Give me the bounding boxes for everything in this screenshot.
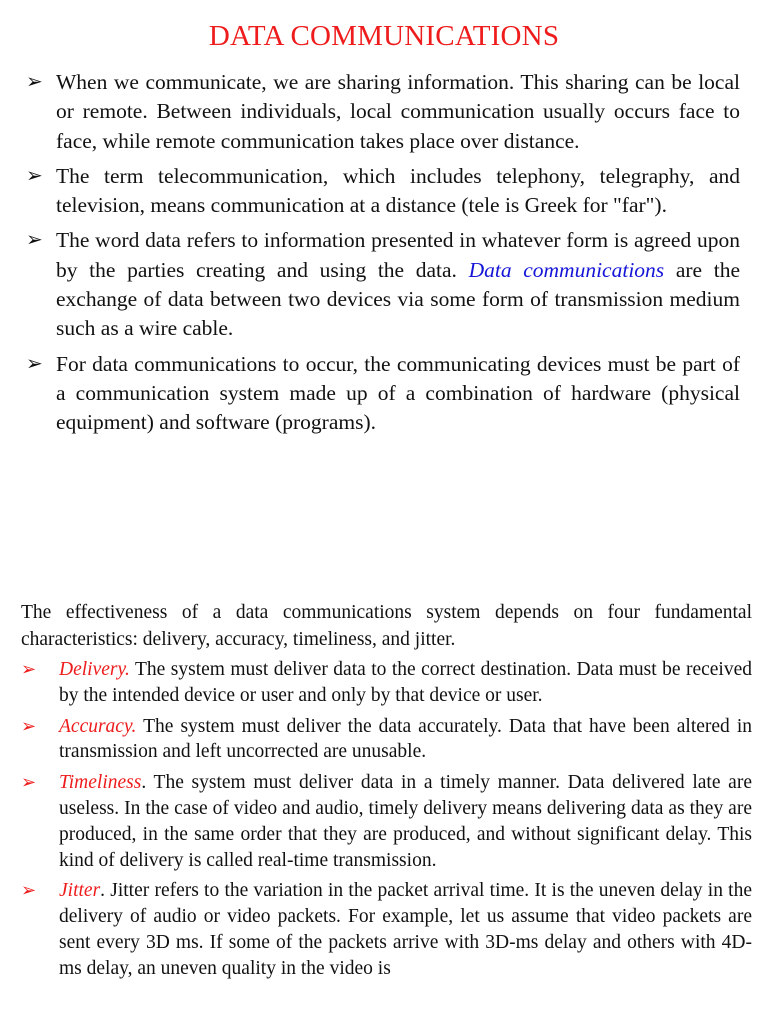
arrowhead-bullet-icon: ➢ bbox=[26, 352, 43, 375]
bullet-item bbox=[24, 350, 740, 438]
bullet-text: For data communications to occur, the communicating devices must be part of a communication system made up of a combination of hardware (physical equipment) and software (programs). bbox=[56, 351, 740, 435]
arrowhead-bullet-icon: ➢ bbox=[21, 715, 37, 736]
arrowhead-bullet-icon: ➢ bbox=[26, 71, 43, 93]
arrowhead-bullet-icon: ➢ bbox=[21, 880, 37, 901]
bullet-item bbox=[24, 162, 740, 221]
arrowhead-bullet-icon: ➢ bbox=[26, 229, 43, 252]
emphasized-term: Data communications bbox=[468, 257, 665, 282]
arrowhead-bullet-icon: ➢ bbox=[26, 164, 43, 187]
bullet-text: When we communicate, we are sharing information. This sharing can be local or remote. Between individuals, local communication usually occurs face to face, while remote communication takes place over distance. bbox=[56, 70, 740, 153]
characteristic-item bbox=[21, 770, 752, 873]
bullet-text: The term telecommunication, which includes telephony, telegraphy, and television, means communication at a distance (tele is Greek for "far"). bbox=[56, 163, 740, 218]
intro-paragraph: The effectiveness of a data communications system depends on four fundamental characteristics: delivery, accuracy, timeliness, and jitter. bbox=[21, 602, 752, 650]
bullet-list bbox=[24, 68, 740, 444]
characteristic-item bbox=[21, 657, 752, 709]
characteristic-term: Jitter bbox=[59, 880, 101, 902]
bullet-text-part: The word data refers to information presented in whatever form is agreed upon by the parties creating and using the data. bbox=[56, 228, 740, 282]
characteristic-term: Delivery. bbox=[59, 659, 130, 680]
page-title: DATA COMMUNICATIONS bbox=[208, 20, 560, 52]
characteristic-item bbox=[21, 878, 752, 981]
characteristic-text: The system must deliver data to the correct destination. Data must be received by the intended device or user and only by that device or user. bbox=[59, 659, 752, 706]
bullet-item bbox=[24, 226, 740, 343]
characteristic-text: . The system must deliver data in a timely manner. Data delivered late are useless. In the case of video and audio, timely delivery means delivering data as they are produced, in the same order that they are produced, and without significant delay. This kind of delivery is called real-time transmission. bbox=[59, 772, 752, 871]
characteristics-list bbox=[21, 657, 752, 987]
bullet-text-part: are the exchange of data between two devices via some form of transmission medium such as a wire cable. bbox=[56, 257, 740, 341]
characteristic-text: The system must deliver the data accurately. Data that have been altered in transmission and left uncorrected are unusable. bbox=[59, 715, 752, 763]
characteristic-term: Timeliness bbox=[59, 772, 142, 794]
characteristic-item bbox=[21, 714, 752, 766]
arrowhead-bullet-icon: ➢ bbox=[21, 772, 37, 793]
arrowhead-bullet-icon: ➢ bbox=[21, 659, 37, 679]
bullet-item bbox=[24, 68, 740, 156]
characteristic-text: . Jitter refers to the variation in the packet arrival time. It is the uneven delay in the delivery of audio or video packets. For example, let us assume that video packets are sent every 3D ms. If some of the packets arrive with 3D-ms delay and others with 4D-ms delay, an uneven quality in the video is bbox=[59, 880, 752, 979]
bullet-text bbox=[56, 228, 740, 340]
characteristic-term: Accuracy. bbox=[59, 715, 137, 737]
